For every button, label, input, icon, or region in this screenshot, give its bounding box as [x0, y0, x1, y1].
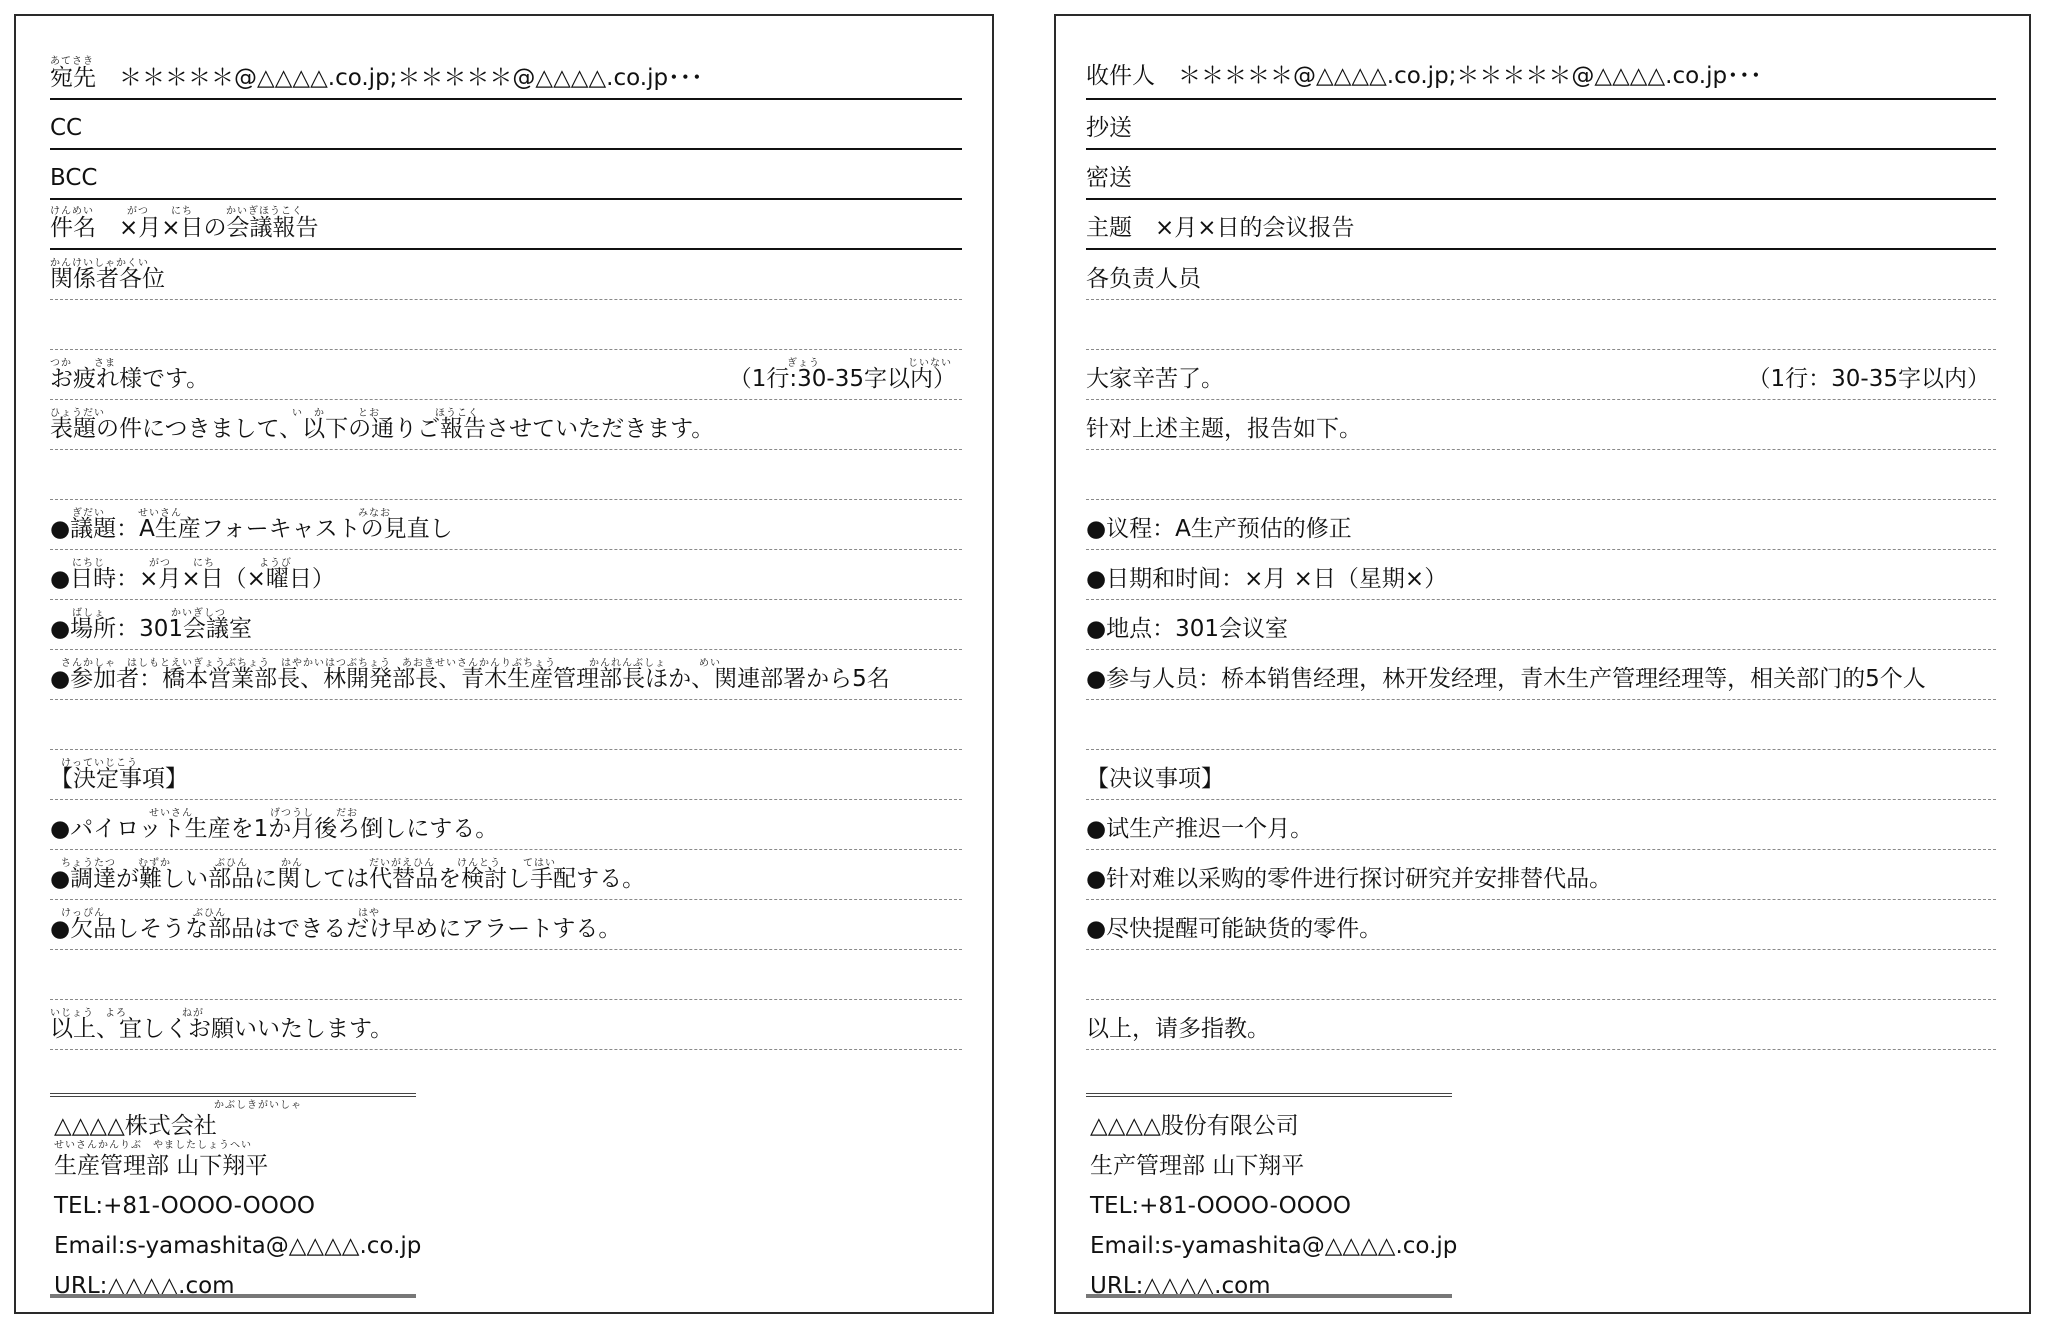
body-line	[1086, 1000, 1996, 1050]
signature-email: Email:s-yamashita@△△△△.co.jp	[54, 1233, 422, 1259]
body-line	[1086, 500, 1996, 550]
email-template-japanese	[14, 14, 994, 1314]
body-line	[50, 400, 962, 450]
line-text: ●参加者：橋本営業部長、林開発部長、青木生産管理部長ほか、関連部署から5名	[50, 666, 890, 692]
line-text: ●议程：A生产预估的修正	[1086, 516, 1352, 542]
line-text: ●试生产推迟一个月。	[1086, 816, 1314, 842]
body-line	[50, 850, 962, 900]
line-text: お疲れ様です。	[50, 366, 210, 392]
body-line	[50, 900, 962, 950]
body-line	[50, 250, 962, 300]
body-line	[1086, 750, 1996, 800]
cc-label: CC	[50, 115, 83, 141]
line-text: 【決定事項】	[50, 766, 188, 792]
furigana: いじょう よろ ねが	[50, 1008, 204, 1019]
subject-row	[1086, 200, 1996, 250]
furigana: せいさん げつうし だお	[50, 808, 358, 819]
line-text: ●参与人员：桥本销售经理，林开发经理，青木生产管理经理等，相关部门的5个人	[1086, 666, 1926, 692]
line-text: ●地点：301会议室	[1086, 616, 1288, 642]
furigana: ぎだい せいさん みなお	[50, 508, 391, 519]
subject-value: ×月×日的会议报告	[1155, 215, 1355, 241]
line-text: ●欠品しそうな部品はできるだけ早めにアラートする。	[50, 916, 622, 942]
furigana: かんけいしゃかくい	[50, 258, 149, 269]
body-line	[50, 650, 962, 700]
line-text: 各负责人员	[1086, 266, 1201, 292]
note-furigana: ぎょう じいない	[787, 358, 952, 369]
blank-line	[50, 700, 962, 750]
subject-label: 主题	[1086, 215, 1132, 241]
bcc-label: 密送	[1086, 165, 1132, 191]
signature-dept: 生产管理部 山下翔平	[1090, 1153, 1305, 1179]
signature-tel: TEL:+81-OOOO-OOOO	[1090, 1193, 1352, 1219]
body-line	[1086, 550, 1996, 600]
line-text: ●議題：A生産フォーキャストの見直し	[50, 516, 453, 542]
signature-url: URL:△△△△.com	[1090, 1273, 1271, 1299]
line-text: ●場所：301会議室	[50, 616, 252, 642]
line-text: 大家辛苦了。	[1086, 366, 1224, 392]
signature-bottom-rule	[1086, 1294, 1452, 1298]
furigana: ちょうたつ むずか ぶひん かん だいがえひん けんとう てはい	[50, 858, 556, 869]
body-line	[50, 500, 962, 550]
body-line	[50, 350, 962, 400]
signature-email: Email:s-yamashita@△△△△.co.jp	[1090, 1233, 1458, 1259]
body-line	[50, 550, 962, 600]
body-line	[1086, 400, 1996, 450]
line-length-note: （1行:30-35字以内）	[728, 366, 956, 392]
blank-line	[50, 450, 962, 500]
signature-tel: TEL:+81-OOOO-OOOO	[54, 1193, 316, 1219]
subject-value: ×月×日の会議報告	[119, 215, 319, 241]
line-text: ●パイロット生産を1か月後ろ倒しにする。	[50, 816, 499, 842]
bcc-row	[50, 150, 962, 200]
body-line	[50, 1000, 962, 1050]
furigana: さんかしゃ はしもとえいぎょうぶちょう はやかいはつぶちょう あおきせいさんかんりぶちょう かんれんぶしょ めい	[50, 658, 721, 669]
body-line	[1086, 650, 1996, 700]
blank-line	[50, 950, 962, 1000]
to-row	[1086, 40, 1996, 100]
line-text: ●针对难以采购的零件进行探讨研究并安排替代品。	[1086, 866, 1613, 892]
body-line	[1086, 250, 1996, 300]
cc-label: 抄送	[1086, 115, 1132, 141]
subject-ruby: けんめい がつ にち かいぎほうこく	[50, 206, 303, 217]
line-text: 以上，请多指教。	[1086, 1016, 1270, 1042]
body-line	[50, 800, 962, 850]
email-template-chinese	[1054, 14, 2031, 1314]
company-ruby: かぶしきがいしゃ	[148, 1100, 302, 1111]
line-text: 以上、宜しくお願いいたします。	[50, 1016, 394, 1042]
to-row	[50, 40, 962, 100]
line-text: 関係者各位	[50, 266, 165, 292]
cc-row	[50, 100, 962, 150]
line-text: ●日時：×月×日（×曜日）	[50, 566, 335, 592]
blank-line	[1086, 700, 1996, 750]
blank-line	[1086, 450, 1996, 500]
signature-top-rule	[1086, 1093, 1452, 1097]
signature-company: △△△△股份有限公司	[1090, 1113, 1299, 1139]
body-line	[1086, 600, 1996, 650]
subject-row	[50, 200, 962, 250]
to-label: 收件人	[1086, 63, 1155, 89]
furigana: にちじ がつ にち ようび	[50, 558, 292, 569]
line-length-note: （1行：30-35字以内）	[1747, 366, 1990, 392]
signature-top-rule	[50, 1093, 416, 1097]
body-line	[1086, 900, 1996, 950]
body-line	[50, 600, 962, 650]
cc-row	[1086, 100, 1996, 150]
furigana: けっていじこう	[50, 758, 138, 769]
furigana: つか さま	[50, 358, 116, 369]
signature-url: URL:△△△△.com	[54, 1273, 235, 1299]
to-value: ＊＊＊＊＊@△△△△.co.jp;＊＊＊＊＊@△△△△.co.jp･･･	[1178, 63, 1762, 89]
blank-line	[50, 300, 962, 350]
signature-company: △△△△株式会社	[54, 1113, 217, 1139]
blank-line	[1086, 950, 1996, 1000]
furigana: けっぴん ぶひん はや	[50, 908, 380, 919]
to-value: ＊＊＊＊＊@△△△△.co.jp;＊＊＊＊＊@△△△△.co.jp･･･	[119, 65, 703, 91]
signature-dept: 生産管理部 山下翔平	[54, 1153, 269, 1179]
body-line	[50, 750, 962, 800]
dept-ruby: せいさんかんりぶ やましたしょうへい	[54, 1140, 252, 1151]
blank-line	[1086, 300, 1996, 350]
to-label: 宛先	[50, 65, 96, 91]
to-label-ruby: あてさき	[50, 56, 94, 67]
line-text: ●尽快提醒可能缺货的零件。	[1086, 916, 1383, 942]
furigana: ひょうだい い か とお ほうこく	[50, 408, 479, 419]
line-text: ●調達が難しい部品に関しては代替品を検討し手配する。	[50, 866, 646, 892]
bcc-label: BCC	[50, 165, 98, 191]
body-line	[1086, 850, 1996, 900]
furigana: ばしょ かいぎしつ	[50, 608, 226, 619]
line-text: 针对上述主题，报告如下。	[1086, 416, 1362, 442]
body-line	[1086, 800, 1996, 850]
body-line	[1086, 350, 1996, 400]
subject-label: 件名	[50, 215, 96, 241]
line-text: 【决议事项】	[1086, 766, 1224, 792]
signature-bottom-rule	[50, 1294, 416, 1298]
line-text: 表題の件につきまして、以下の通りご報告させていただきます。	[50, 416, 715, 442]
bcc-row	[1086, 150, 1996, 200]
line-text: ●日期和时间：×月 ×日（星期×）	[1086, 566, 1448, 592]
